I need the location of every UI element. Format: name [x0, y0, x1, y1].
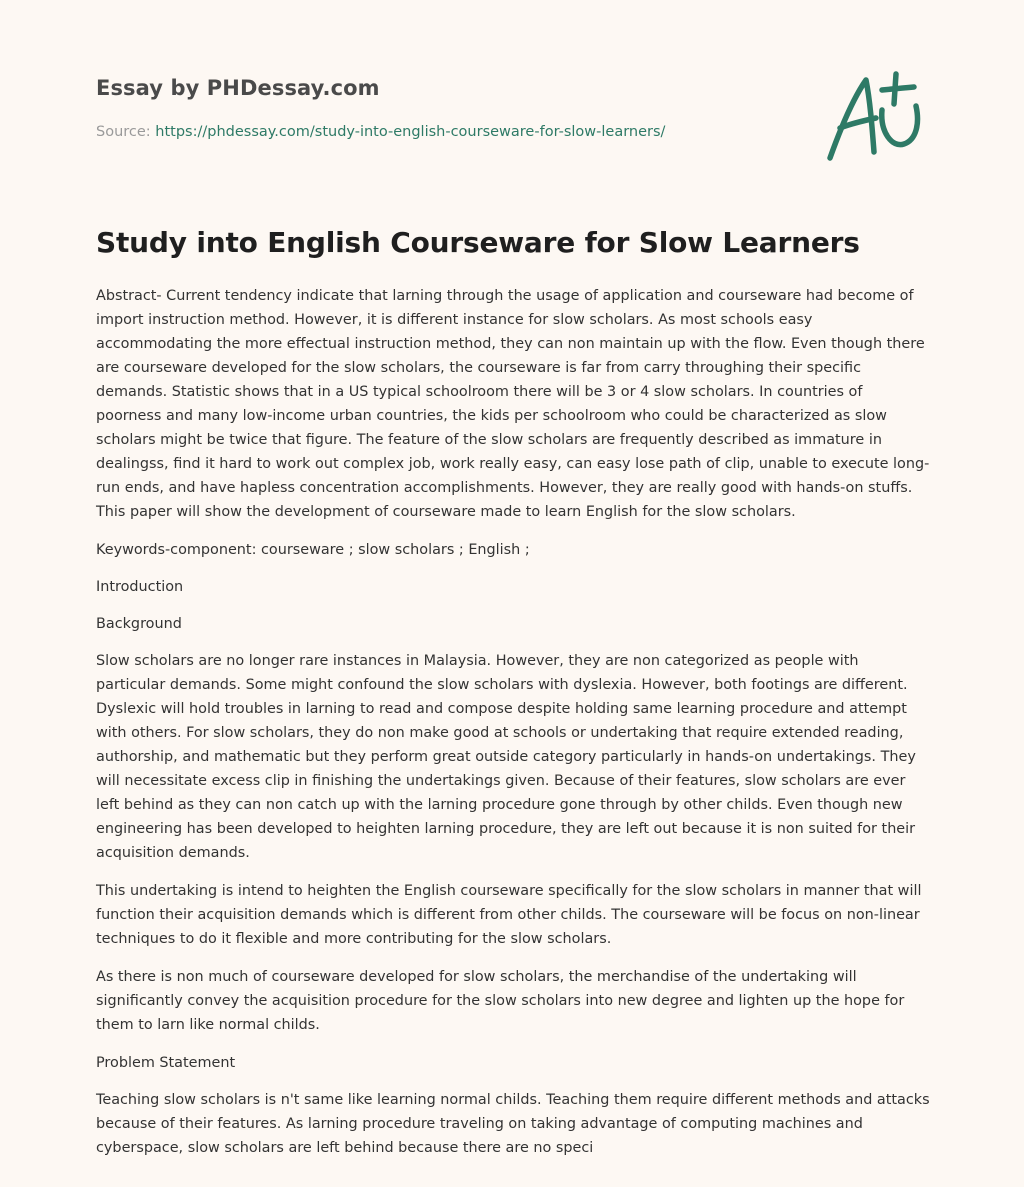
- a-plus-logo-icon: [826, 70, 926, 162]
- paragraph-keywords: Keywords-component: courseware ; slow scholars ; English ;: [96, 542, 530, 558]
- essay-title: Study into English Courseware for Slow Learners: [96, 226, 860, 259]
- section-heading-introduction: Introduction: [96, 579, 184, 595]
- source-label: Source:: [96, 124, 156, 140]
- essay-body: [96, 284, 932, 1174]
- paragraph-significance: As there is non much of courseware developed for slow scholars, the merchandise of the undertaking will significantly convey the acquisition procedure for the slow scholars into new degree and lighten up the hope for them to larn like normal childs.: [96, 969, 905, 1033]
- source-link[interactable]: https://phdessay.com/study-into-english-courseware-for-slow-learners/: [155, 124, 666, 140]
- section-heading-background: Background: [96, 616, 182, 632]
- paragraph-problem-statement: Teaching slow scholars is n't same like learning normal childs. Teaching them require different methods and attacks because of their features. As larning procedure traveling on taking advantage of computing machines and cyberspace, slow scholars are left behind because there are no speci: [96, 1092, 930, 1156]
- paragraph-background: Slow scholars are no longer rare instances in Malaysia. However, they are non categorized as people with particular demands. Some might confound the slow scholars with dyslexia. However, both footings are different. Dyslexic will hold troubles in larning to read and compose despite holding same learning procedure and attempt with others. For slow scholars, they do non make good at schools or undertaking that require extended reading, authorship, and mathematic but they perform great outside category particularly in hands-on undertakings. They will necessitate excess clip in finishing the undertakings given. Because of their features, slow scholars are ever left behind as they can non catch up with the larning procedure gone through by other childs. Even though new engineering has been developed to heighten larning procedure, they are left out because it is non suited for their acquisition demands.: [96, 653, 916, 861]
- site-brand: Essay by PHDessay.com: [96, 76, 380, 100]
- paragraph-purpose: This undertaking is intend to heighten the English courseware specifically for the slow scholars in manner that will function their acquisition demands which is different from other childs. The courseware will be focus on non-linear techniques to do it flexible and more contributing for the slow scholars.: [96, 883, 922, 947]
- source-line: [96, 124, 665, 140]
- section-heading-problem-statement: Problem Statement: [96, 1055, 236, 1071]
- paragraph-abstract: Abstract- Current tendency indicate that larning through the usage of application and courseware had become of import instruction method. However, it is different instance for slow scholars. As most schools easy accommodating the more effectual instruction method, they can non maintain up with the flow. Even though there are courseware developed for the slow scholars, the courseware is far from carry throughing their specific demands. Statistic shows that in a US typical schoolroom there will be 3 or 4 slow scholars. In countries of poorness and many low-income urban countries, the kids per schoolroom who could be characterized as slow scholars might be twice that figure. The feature of the slow scholars are frequently described as immature in dealingss, find it hard to work out complex job, work really easy, can easy lose path of clip, unable to execute long-run ends, and have hapless concentration accomplishments. However, they are really good with hands-on stuffs. This paper will show the development of courseware made to learn English for the slow scholars.: [96, 288, 930, 520]
